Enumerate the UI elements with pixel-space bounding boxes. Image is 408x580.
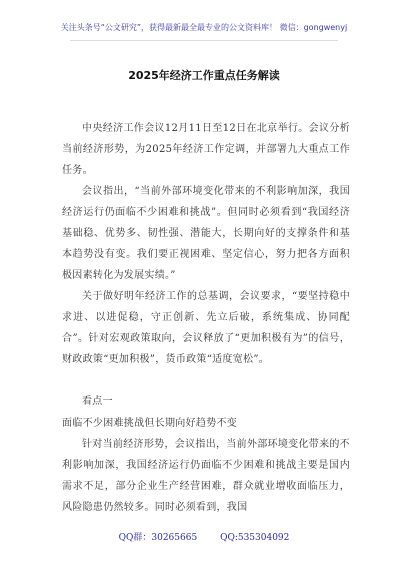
footer-qq: QQ:535304092 [220, 533, 290, 543]
section-heading: 看点一 [82, 396, 113, 407]
footer-qq-group: QQ群：30265665 [118, 533, 198, 543]
paragraph-keynote: 关于做好明年经济工作的总基调，会议要求，“要坚持稳中求进、以进促稳，守正创新、先立后破，系统集成、协同配合”。针对宏观政策取向，会议释放了“更加积极有为”的信号，财政政策“更加积极”，货币政策“适度宽松”。 [62, 291, 350, 365]
paragraph-analysis: 针对当前经济形势，会议指出，当前外部环境变化带来的不利影响加深，我国经济运行仍面临不少困难和挑战主要是国内需求不足，部分企业生产经营困难，群众就业增收面临压力，风险隐患仍然较多。同时必须看到，我国 [62, 439, 350, 513]
header-banner: 关注头条号“公文研究”，获得最新最全最专业的公文资料库！ 微信：gongwenyj [60, 23, 348, 32]
document-title: 2025年经济工作重点任务解读 [128, 69, 280, 82]
section-subtitle: 面临不少困难挑战但长期向好趋势不变 [62, 418, 238, 429]
paragraph-situation: 会议指出，“当前外部环境变化带来的不利影响加深，我国经济运行仍面临不少困难和挑战”。但同时必须看到“我国经济基础稳、优势多、韧性强、潜能大，长期向好的支撑条件和基本趋势没有变。我们要正视困难、坚定信心，努力把各方面积极因素转化为发展实绩。” [62, 186, 350, 281]
header-divider [70, 40, 338, 41]
footer-contact [0, 530, 408, 543]
paragraph-intro: 中央经济工作会议12月11日至12日在北京举行。会议分析当前经济形势，为2025年经济工作定调，并部署九大重点工作任务。 [62, 123, 350, 176]
